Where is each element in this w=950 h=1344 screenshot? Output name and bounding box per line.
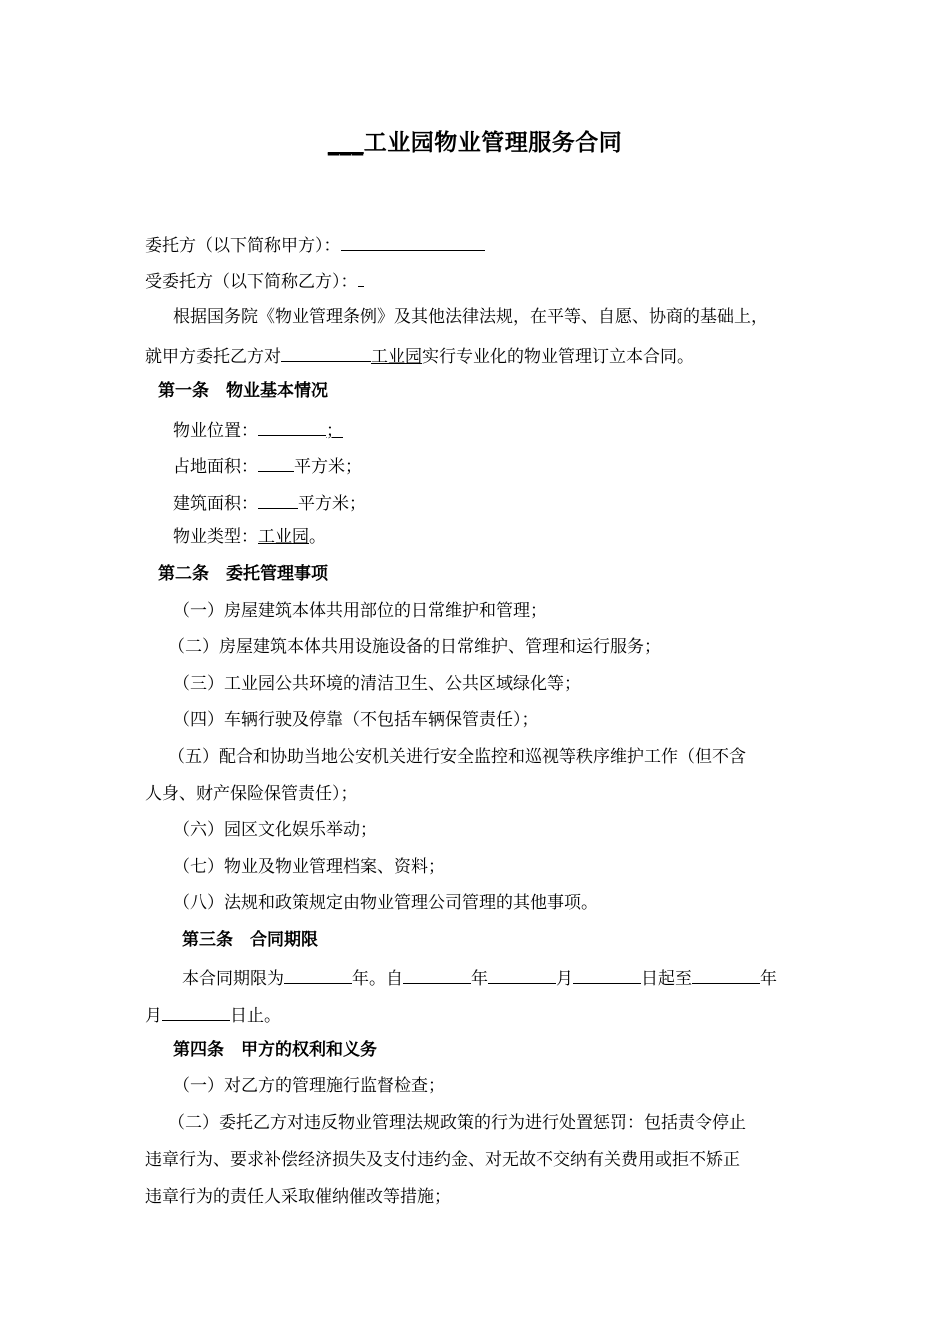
term-text-e: 日起至	[641, 969, 692, 989]
start-day-blank	[573, 966, 641, 984]
intro-line-2	[145, 344, 694, 367]
title-text: 工业园物业管理服务合同	[363, 129, 623, 156]
article-2-item-continued: 人身、财产保险保管责任）；	[145, 784, 358, 804]
term-text-d: 月	[556, 969, 573, 989]
title-blank: ___	[327, 129, 364, 156]
term-text-b: 年。自	[352, 969, 403, 989]
building-area-unit: 平方米；	[298, 494, 366, 514]
article-2-item: （五）配合和协助当地公安机关进行安全监控和巡视等秩序维护工作（但不含	[168, 747, 746, 767]
term-text-g: 月	[145, 1006, 162, 1026]
party-b-line	[145, 269, 364, 292]
building-area-line	[173, 491, 366, 514]
contract-term-line-1	[182, 966, 777, 989]
article-2-item: （三）工业园公共环境的清洁卫生、公共区域绿化等；	[173, 674, 581, 694]
property-location-blank	[258, 418, 326, 436]
contract-term-line-2	[145, 1003, 281, 1026]
property-location-end: ；	[326, 421, 343, 441]
party-b-label: 受委托方（以下简称乙方）：	[145, 272, 358, 292]
land-area-label: 占地面积：	[173, 457, 258, 477]
building-area-blank	[258, 491, 298, 509]
property-type-end: 。	[309, 527, 326, 547]
party-a-blank	[341, 233, 485, 251]
start-year-blank	[403, 966, 471, 984]
article-2-item: （六）园区文化娱乐举动；	[173, 820, 377, 840]
property-type-line	[173, 527, 326, 547]
article-2-item: （四）车辆行驶及停靠（不包括车辆保管责任）；	[173, 710, 539, 730]
intro-park-word: 工业园	[371, 347, 422, 367]
property-type-value: 工业园	[258, 527, 309, 547]
party-a-line	[145, 233, 485, 256]
article-2-heading: 第二条 委托管理事项	[158, 564, 328, 584]
term-years-blank	[284, 966, 352, 984]
party-a-label: 委托方（以下简称甲方）：	[145, 236, 341, 256]
end-year-blank	[692, 966, 760, 984]
intro-line-1: 根据国务院《物业管理条例》及其他法律法规，在平等、自愿、协商的基础上，	[173, 307, 768, 327]
article-2-item: （七）物业及物业管理档案、资料；	[173, 857, 445, 877]
property-type-label: 物业类型：	[173, 527, 258, 547]
intro-line-2-a: 就甲方委托乙方对	[145, 347, 281, 367]
end-month-blank	[162, 1003, 230, 1021]
property-location-line	[173, 418, 343, 441]
land-area-blank	[258, 454, 294, 472]
term-text-c: 年	[471, 969, 488, 989]
start-month-blank	[488, 966, 556, 984]
intro-park-name-blank	[281, 344, 371, 362]
article-4-item-continued: 违章行为、要求补偿经济损失及支付违约金、对无故不交纳有关费用或拒不矫正	[145, 1150, 740, 1170]
article-2-item: （二）房屋建筑本体共用设施设备的日常维护、管理和运行服务；	[168, 637, 661, 657]
document-title	[0, 124, 950, 157]
building-area-label: 建筑面积：	[173, 494, 258, 514]
article-4-item: （二）委托乙方对违反物业管理法规政策的行为进行处置惩罚：包括责令停止	[168, 1113, 746, 1133]
intro-line-2-c: 实行专业化的物业管理订立本合同。	[422, 347, 694, 367]
term-text-a: 本合同期限为	[182, 969, 284, 989]
term-text-h: 日止。	[230, 1006, 281, 1026]
article-2-item: （一）房屋建筑本体共用部位的日常维护和管理；	[173, 601, 547, 621]
land-area-line	[173, 454, 362, 477]
land-area-unit: 平方米；	[294, 457, 362, 477]
article-4-item: （一）对乙方的管理施行监督检查；	[173, 1076, 445, 1096]
article-4-item-continued: 违章行为的责任人采取催纳催改等措施；	[145, 1187, 451, 1207]
article-2-item: （八）法规和政策规定由物业管理公司管理的其他事项。	[173, 893, 598, 913]
term-text-f: 年	[760, 969, 777, 989]
party-b-blank	[358, 269, 364, 287]
article-4-heading: 第四条 甲方的权利和义务	[173, 1040, 377, 1060]
property-location-label: 物业位置：	[173, 421, 258, 441]
article-3-heading: 第三条 合同期限	[182, 930, 318, 950]
article-1-heading: 第一条 物业基本情况	[158, 381, 328, 401]
